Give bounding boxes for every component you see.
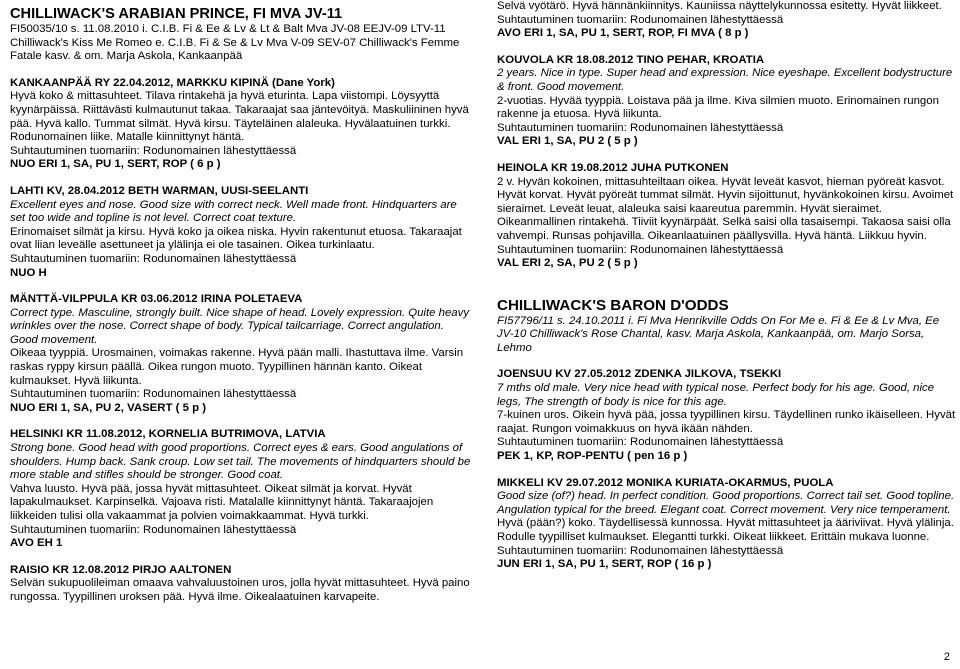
bold-heading-line: NUO ERI 1, SA, PU 2, VASERT ( 5 p ): [10, 401, 206, 414]
paragraph-spacer: [497, 464, 957, 477]
bold-heading-line: MIKKELI KV 29.07.2012 MONIKA KURIATA-OKARMUS, PUOLA: [497, 476, 834, 489]
bold-heading-line: HEINOLA KR 19.08.2012 JUHA PUTKONEN: [497, 161, 729, 174]
text-paragraph: Suhtautuminen tuomariin: Rodunomainen lähestyttäessä: [10, 144, 297, 157]
bold-heading-line: AVO ERI 1, SA, PU 1, SERT, ROP, FI MVA ( 8 p ): [497, 27, 749, 40]
bold-heading-line: HELSINKI KR 11.08.2012, KORNELIA BUTRIMOVA, LATVIA: [10, 428, 326, 441]
text-paragraph: 2 v. Hyvän kokoinen, mittasuhteiltaan oikea. Hyvät leveät kasvot, hieman pyöreät kasvot. Hyvät korvat. Hyvät pyöreät tummat silmät. Hyvin sijoittunut, hyvänkokoinen kirsu. Avoimet sieraimet. Leveät leuat, alaleuka saisi kaareutua paremmin. Hyvät sieraimet. Oikeanmallinen rintakehä. Tiiviit kyynärpäät. Selkä saisi olla tasaisempi. Takaosa saisi olla vahvempi. Runsas pohjavilla. Oikeanlaatuinen päällysvilla. Hyvä häntä. Liikkuu hyvin.: [497, 175, 954, 242]
left-column: [10, 0, 472, 605]
paragraph-spacer: [497, 284, 957, 297]
bold-heading-line: KANKAANPÄÄ RY 22.04.2012, MARKKU KIPINÄ (Dane York): [10, 76, 335, 89]
bold-heading-line: JOENSUU KV 27.05.2012 ZDENKA JILKOVA, TSEKKI: [497, 368, 782, 381]
paragraph-spacer: [10, 172, 472, 185]
english-critique: 7 mths old male. Very nice head with typical nose. Perfect body for his age. Good, nice legs, The strength of body is nice for this age.: [497, 382, 935, 408]
bold-heading-line: KOUVOLA KR 18.08.2012 TINO PEHAR, KROATIA: [497, 53, 765, 66]
text-paragraph: Suhtautuminen tuomariin: Rodunomainen lähestyttäessä: [497, 544, 784, 557]
english-critique: Good size (of?) head. In perfect condition. Good proportions. Correct tail set. Good topline. Angulation typical for the breed. Elegant coat. Correct movement. Very nice temperament.: [497, 490, 955, 516]
english-critique: FI57796/11 s. 24.10.2011 i. Fi Mva Henrikville Odds On For Me e. Fi & Ee & Lv Mva, Ee JV-10 Chilliwack's Rose Chantal, kasv. Marja Askola, Kankaanpää, om. Marjo Sorsa, Lehmo: [497, 314, 940, 354]
paragraph-spacer: [497, 355, 957, 368]
right-column: [497, 0, 957, 572]
english-critique: Excellent eyes and nose. Good size with correct neck. Well made front. Hindquarters are set too wide and topline is not level. Correct coat texture.: [10, 198, 457, 225]
bold-heading-line: JUN ERI 1, SA, PU 1, SERT, ROP ( 16 p ): [497, 558, 712, 571]
english-critique: 2 years. Nice in type. Super head and expression. Nice eyeshape. Excellent bodystructure & front. Good movement.: [497, 67, 953, 93]
paragraph-spacer: [497, 41, 957, 54]
text-paragraph: Vahva luusto. Hyvä pää, jossa hyvät mittasuhteet. Oikeat silmät ja korvat. Hyvät lapakulmaukset. Karpinselkä. Vajoava risti. Matalalle kiinnittynyt häntä. Takaraajojen liikkeiden tulisi olla vakaammat ja polvien voimakkaammat. Hyvä turkki.: [10, 482, 434, 522]
bold-heading-line: RAISIO KR 12.08.2012 PIRJO AALTONEN: [10, 563, 232, 576]
text-paragraph: Suhtautuminen tuomariin: Rodunomainen lähestyttäessä: [497, 121, 784, 134]
bold-heading-line: AVO EH 1: [10, 537, 63, 550]
page-number: 2: [943, 651, 950, 663]
paragraph-spacer: [10, 415, 472, 428]
text-paragraph: Selvän sukupuolileiman omaava vahvaluustoinen uros, jolla hyvät mittasuhteet. Hyvä paino rungossa. Tyypillinen uroksen pää. Hyvä ilme. Oikealaatuinen karvapeite.: [10, 577, 470, 603]
text-paragraph: Hyvä (pään?) koko. Täydellisessä kunnossa. Hyvät mittasuhteet ja ääriviivat. Hyvä ylälinja. Rodulle tyypilliset kulmaukset. Elegantti turkki. Oikeat liikkeet. Erittäin mukava luonne.: [497, 517, 954, 543]
text-paragraph: Suhtautuminen tuomariin: Rodunomainen lähestyttäessä: [497, 436, 784, 449]
text-paragraph: Suhtautuminen tuomariin: Rodunomainen lähestyttäessä: [10, 252, 297, 265]
bold-heading-line: PEK 1, KP, ROP-PENTU ( pen 16 p ): [497, 450, 688, 463]
paragraph-spacer: [10, 551, 472, 564]
paragraph-spacer: [10, 64, 472, 77]
bold-heading-line: NUO H: [10, 266, 47, 279]
bold-heading-line: NUO ERI 1, SA, PU 1, SERT, ROP ( 6 p ): [10, 158, 221, 171]
bold-heading-line: CHILLIWACK'S ARABIAN PRINCE, FI MVA JV-11: [10, 6, 343, 22]
english-critique: Strong bone. Good head with good proportions. Correct eyes & ears. Good angulations of shoulders. Hump back. Sank croup. Low set tail. The movements of hindquarters should be more stable and stifles should be stronger. Good coat.: [10, 442, 471, 482]
text-paragraph: FI50035/10 s. 11.08.2010 i. C.I.B. Fi & Ee & Lv & Lt & Balt Mva JV-08 EEJV-09 LTV-11 Chilliwack's Kiss Me Romeo e. C.I.B. Fi & Se & Lv Mva V-09 SEV-07 Chilliwack's Femme Fatale kasv. & om. Marja Askola, Kankaanpää: [10, 23, 460, 63]
paragraph-spacer: [497, 271, 957, 284]
bold-heading-line: VAL ERI 2, SA, PU 2 ( 5 p ): [497, 257, 638, 270]
bold-heading-line: LAHTI KV, 28.04.2012 BETH WARMAN, UUSI-SEELANTI: [10, 184, 309, 197]
paragraph-spacer: [10, 280, 472, 293]
text-paragraph: Erinomaiset silmät ja kirsu. Hyvä koko ja oikea niska. Hyvin rakentunut etuosa. Takaraajat ovat liian leveälle asettuneet ja ylälinja ei ole tasainen. Oikea turkinlaatu.: [10, 225, 462, 252]
bold-heading-line: VAL ERI 1, SA, PU 2 ( 5 p ): [497, 135, 638, 148]
text-paragraph: Selvä vyötärö. Hyvä hännänkiinnitys. Kauniissa näyttelykunnossa esitetty. Hyvät liikkeet.: [497, 0, 942, 12]
text-paragraph: Hyvä koko & mittasuhteet. Tilava rintakehä ja hyvä eturinta. Lapa viistompi. Löysyyttä kyynärpäissä. Riittävästi kulmautunut takaa. Takaraajat saa jäntevöityä. Maskuliininen hyvä pää. Hyvä kallo. Tummat silmät. Hyvä kirsu. Täyteläinen alaleuka. Hyvälaatuinen turkki. Rodunomainen liike. Matalle kiinnittynyt häntä.: [10, 90, 469, 144]
english-critique: Correct type. Masculine, strongly built. Nice shape of head. Lovely expression. Quite heavy wrinkles over the nose. Correct shape of body. Typical tailcarriage. Correct angulation. Good movement.: [10, 306, 470, 346]
bold-heading-line: MÄNTTÄ-VILPPULA KR 03.06.2012 IRINA POLETAEVA: [10, 293, 303, 306]
text-paragraph: Suhtautuminen tuomariin: Rodunomainen lähestyttäessä: [10, 388, 297, 401]
text-paragraph: Suhtautuminen tuomariin: Rodunomainen lähestyttäessä: [10, 523, 297, 536]
paragraph-spacer: [497, 149, 957, 162]
text-paragraph: Oikeaa tyyppiä. Urosmainen, voimakas rakenne. Hyvä pään malli. Ihastuttava ilme. Varsin raskas ryppy kirsun päällä. Oikea rungon muoto. Tyypillinen hännän kanto. Oikeat kulmaukset. Hyvä liikunta.: [10, 347, 464, 387]
bold-heading-line: CHILLIWACK'S BARON D'ODDS: [497, 296, 729, 314]
text-paragraph: 7-kuinen uros. Oikein hyvä pää, jossa tyypillinen kirsu. Täydellinen runko ikäiselleen. Hyvät raajat. Rungon voimakkuus on hyvä ikään nähden.: [497, 409, 956, 435]
text-paragraph: Suhtautuminen tuomariin: Rodunomainen lähestyttäessä: [497, 243, 784, 256]
text-paragraph: Suhtautuminen tuomariin: Rodunomainen lähestyttäessä: [497, 13, 784, 26]
text-paragraph: 2-vuotias. Hyvää tyyppiä. Loistava pää ja ilme. Kiva silmien muoto. Erinomainen rungon rakenne ja etuosa. Hyvä liikunta.: [497, 94, 939, 121]
